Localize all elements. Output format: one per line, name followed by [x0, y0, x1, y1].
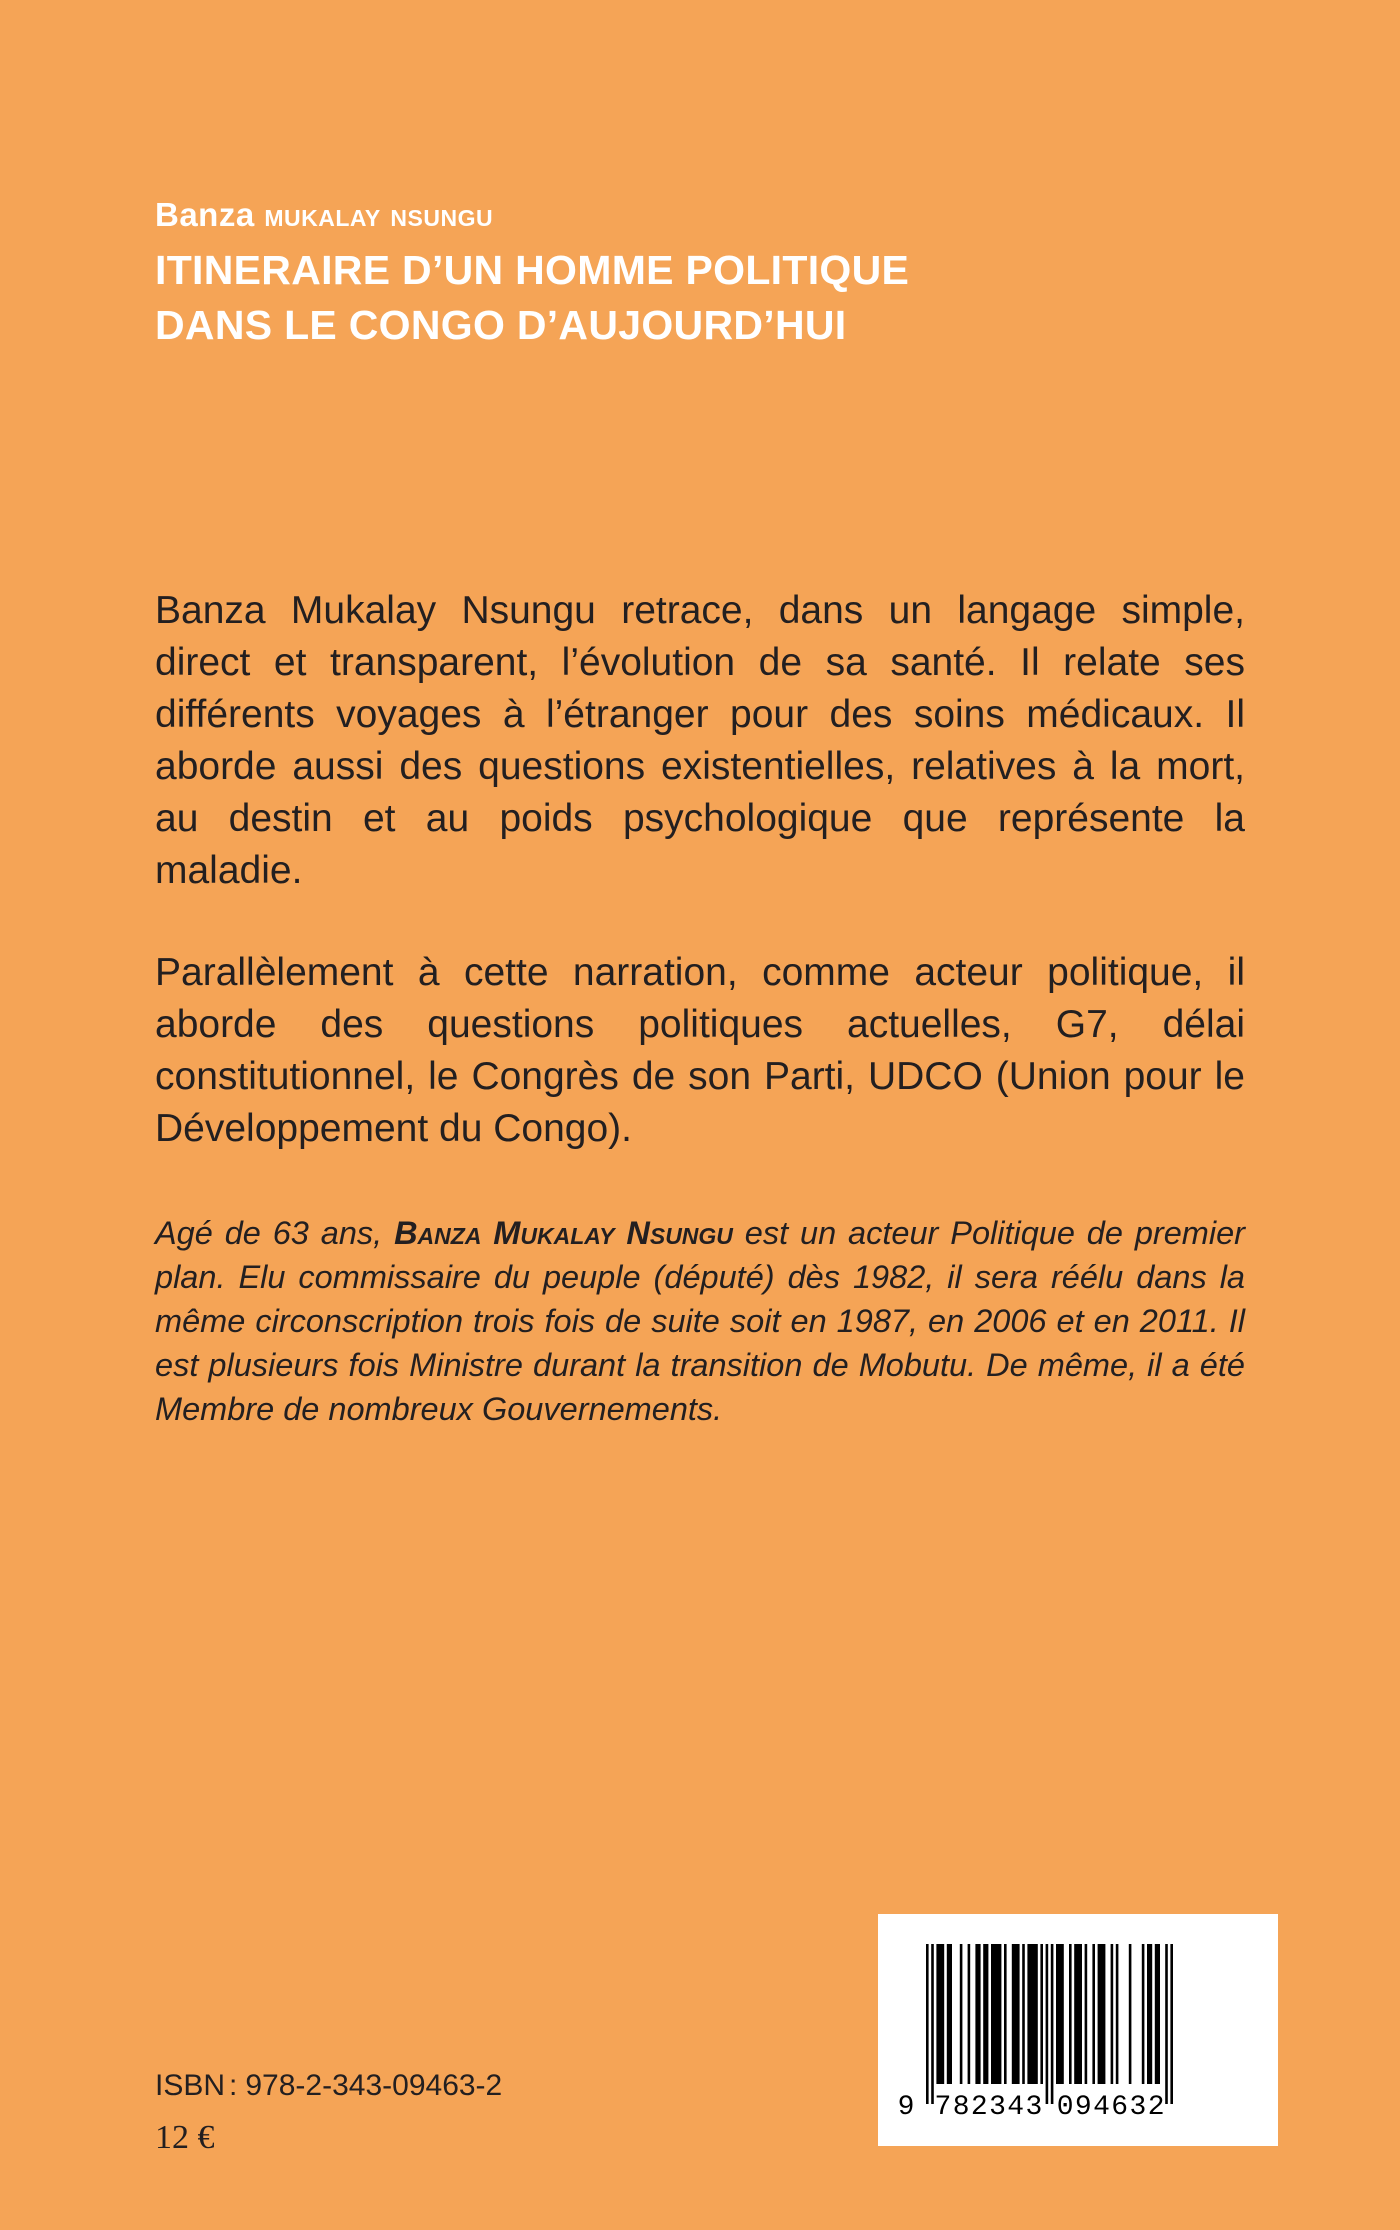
barcode-bar: [1027, 1944, 1037, 2084]
barcode-bar: [1040, 1944, 1043, 2084]
synopsis: [155, 585, 1245, 1205]
barcode-icon: [878, 1914, 1278, 2146]
barcode-bar: [1022, 1944, 1025, 2084]
barcode-bar: [1074, 1944, 1082, 2084]
barcode-bar: [983, 1944, 988, 2084]
barcode-bar: [1142, 1944, 1145, 2084]
author-bio-name: Banza Mukalay Nsungu: [394, 1215, 733, 1251]
barcode-bar: [936, 1944, 944, 2084]
barcode-bar: [1098, 1944, 1106, 2084]
barcode-guard-bar: [1170, 1944, 1173, 2104]
barcode-digit-10: 6: [1111, 2092, 1129, 2123]
author-bio-text: est un acteur Politique de premier plan. Elu commissaire du peuple (député) dès 1982, il sera réélu dans la même circonscription trois fois de suite soit en 1987, en 2006 et en 2011. Il est plusieurs fois Ministre durant la transition de Mobutu. De même, il a été Membre de nombreux Gouvernements.: [155, 1215, 1245, 1427]
barcode-bar: [1155, 1944, 1160, 2084]
isbn-label: ISBN: [155, 2069, 226, 2102]
barcode-bar: [1116, 1944, 1119, 2084]
barcode-digit-3: 2: [970, 2092, 988, 2123]
barcode-digit-1: 7: [934, 2092, 952, 2123]
barcode-bar: [1056, 1944, 1064, 2084]
book-title-line-2: DANS LE CONGO D’AUJOURD’HUI: [155, 302, 847, 348]
barcode-guard-bar: [931, 1944, 934, 2104]
isbn-separator: :: [229, 2069, 238, 2102]
barcode-bar: [1111, 1944, 1114, 2084]
barcode-bar: [1129, 1944, 1132, 2084]
synopsis-paragraph-2: Parallèlement à cette narration, comme acteur politique, il aborde des questions politiques actuelles, G7, délai constitutionnel, le Congrès de son Parti, UDCO (Union pour le Développement du Congo).: [155, 951, 1245, 1150]
barcode-bar: [1069, 1944, 1072, 2084]
barcode-guard-bar: [926, 1944, 929, 2104]
barcode-digit-12: 2: [1147, 2092, 1165, 2123]
barcode-digit-0: 9: [897, 2092, 915, 2123]
barcode-bar: [960, 1944, 963, 2084]
barcode-bar: [975, 1944, 980, 2084]
barcode-digits: [898, 2092, 1165, 2123]
barcode-digit-2: 8: [952, 2092, 970, 2123]
barcode-bar: [1085, 1944, 1088, 2084]
barcode-digit-7: 0: [1056, 2092, 1074, 2123]
barcode-bar: [1092, 1944, 1095, 2084]
barcode-bar: [1004, 1944, 1007, 2084]
barcode-digit-8: 9: [1074, 2092, 1092, 2123]
cover-header: [155, 195, 1255, 353]
barcode-bar: [991, 1944, 1001, 2084]
barcode-digit-4: 3: [989, 2092, 1006, 2123]
book-title: [155, 243, 1255, 353]
price: 12 €: [155, 2119, 215, 2156]
barcode-bar: [1012, 1944, 1020, 2084]
barcode-digit-9: 4: [1093, 2092, 1110, 2123]
barcode-digit-11: 3: [1129, 2092, 1147, 2123]
barcode-bar: [968, 1944, 971, 2084]
barcode-digit-6: 3: [1025, 2092, 1043, 2123]
author-first-name: Banza: [155, 196, 255, 233]
isbn-value: 978-2-343-09463-2: [245, 2069, 503, 2102]
barcode-box: [878, 1914, 1278, 2146]
barcode-digit-5: 4: [1007, 2092, 1025, 2123]
book-title-line-1: ITINERAIRE D’UN HOMME POLITIQUE: [155, 247, 910, 293]
barcode-guard-bar: [1051, 1944, 1054, 2104]
barcode-bar: [1147, 1944, 1152, 2084]
barcode-bars: [926, 1944, 1173, 2104]
barcode-guard-bar: [1165, 1944, 1168, 2104]
author-bio: [155, 1211, 1245, 1431]
barcode-guard-bar: [1046, 1944, 1049, 2104]
author-name: [155, 195, 1255, 235]
author-bio-paragraph: [155, 1211, 1245, 1431]
barcode-bar: [947, 1944, 952, 2084]
author-bio-lead: Agé de 63 ans,: [155, 1215, 395, 1251]
author-surname: mukalay nsungu: [264, 196, 494, 233]
isbn: [155, 2068, 502, 2104]
synopsis-paragraph-1: Banza Mukalay Nsungu retrace, dans un langage simple, direct et transparent, l’évolution de sa santé. Il relate ses différents voyages à l’étranger pour des soins médicaux. Il aborde aussi des questions existentielles, relatives à la mort, au destin et au poids psychologique que représente la maladie.: [155, 589, 1245, 892]
